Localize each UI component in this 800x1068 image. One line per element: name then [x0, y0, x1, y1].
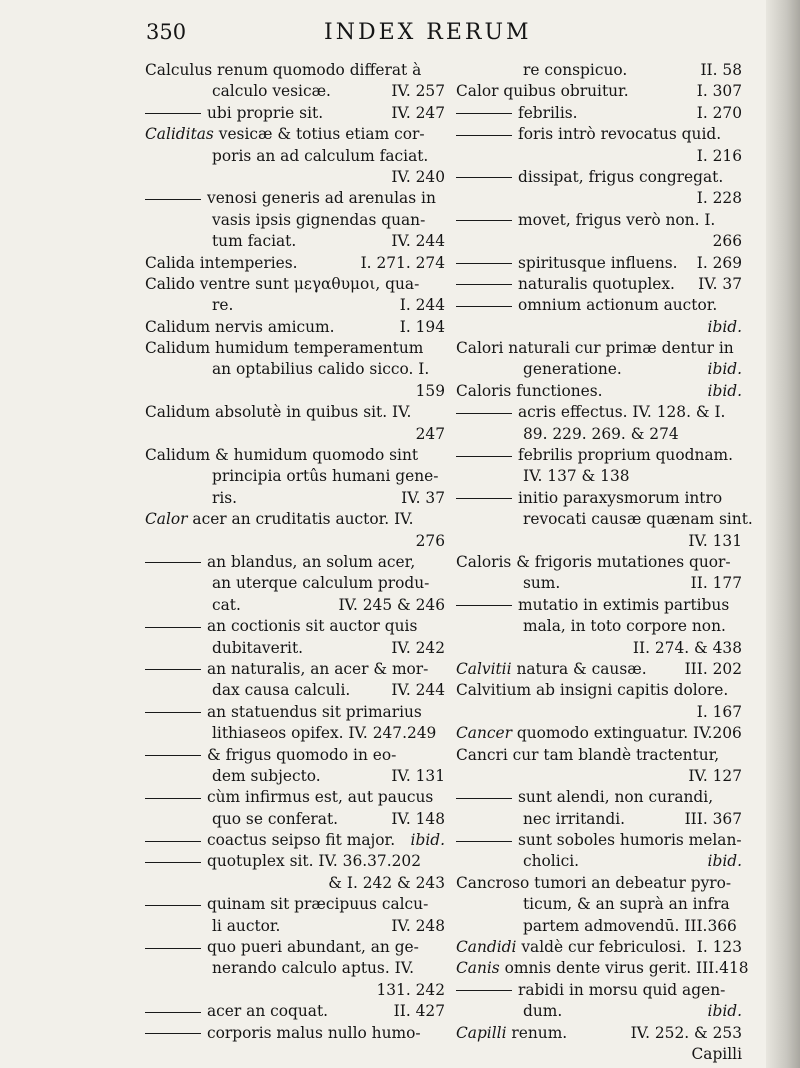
ibid-reference: ibid. — [707, 360, 742, 379]
index-text: Calido ventre sunt μεγαθυμοι, qua- — [145, 274, 420, 293]
index-text: acer an cruditatis auctor. IV. — [192, 510, 414, 529]
page-reference: IV. 131 — [688, 531, 742, 550]
index-text: an naturalis, an acer & mor- — [207, 659, 429, 678]
index-text: Calidum absolutè in quibus sit. IV. — [145, 403, 412, 422]
index-line — [456, 980, 742, 1001]
index-text: sum. — [523, 574, 561, 593]
page-reference: Capilli — [691, 1044, 742, 1063]
page-reference: IV. 257 — [391, 82, 445, 101]
index-text: omnium actionum auctor. — [518, 296, 718, 315]
index-text: Calculus renum quomodo differat à — [145, 61, 422, 79]
index-line — [145, 466, 445, 487]
page-reference: IV. 242 — [391, 638, 445, 657]
index-text: Calvitium ab insigni capitis dolore. — [456, 681, 729, 700]
page-reference: III. 367 — [684, 809, 742, 828]
index-text: an coctionis sit auctor quis — [207, 617, 418, 636]
index-line — [456, 1044, 742, 1065]
index-text: dum. — [523, 1002, 563, 1021]
index-text: 89. 229. 269. & 274 — [523, 424, 679, 443]
index-line — [145, 103, 445, 124]
repeat-dash — [145, 798, 201, 799]
repeat-dash — [145, 862, 201, 863]
index-line — [456, 60, 742, 81]
ibid-reference: ibid. — [707, 1002, 742, 1021]
repeat-dash — [456, 456, 512, 457]
index-text: sunt soboles humoris melan- — [518, 831, 742, 850]
page-reference: IV. 252. & 253 — [630, 1023, 742, 1042]
index-line — [456, 531, 742, 552]
page-reference: IV. 245 & 246 — [338, 595, 445, 614]
index-line — [145, 766, 445, 787]
repeat-dash — [456, 413, 512, 414]
index-line — [145, 445, 445, 466]
page-reference: IV. 37 — [698, 274, 742, 293]
repeat-dash — [145, 841, 201, 842]
repeat-dash — [145, 669, 201, 670]
index-line — [145, 723, 445, 744]
index-line — [145, 424, 445, 445]
page-reference: 276 — [415, 531, 445, 550]
index-line — [456, 616, 742, 637]
index-line — [145, 359, 445, 380]
ibid-reference: ibid. — [410, 831, 445, 850]
index-line — [145, 894, 445, 915]
index-text: an statuendus sit primarius — [207, 702, 422, 721]
index-text: rabidi in morsu quid agen- — [518, 980, 726, 999]
index-line — [145, 552, 445, 573]
repeat-dash — [456, 263, 512, 264]
book-gutter-shadow — [766, 0, 800, 1068]
repeat-dash — [456, 605, 512, 606]
index-line — [145, 146, 445, 167]
index-line — [145, 167, 445, 188]
repeat-dash — [145, 905, 201, 906]
repeat-dash — [456, 113, 512, 114]
index-line — [145, 745, 445, 766]
index-text: nerando calculo aptus. IV. — [212, 959, 415, 978]
page-reference: IV. 244 — [391, 232, 445, 251]
index-line — [145, 851, 445, 872]
index-text: cholici. — [523, 852, 580, 871]
index-term: Canis — [456, 959, 500, 978]
index-line — [456, 188, 742, 209]
repeat-dash — [145, 712, 201, 713]
ibid-reference: ibid. — [707, 381, 742, 400]
index-text: foris intrò revocatus quid. — [518, 125, 722, 144]
page-reference: I. 270 — [696, 103, 742, 122]
index-text: lithiaseos opifex. IV. 247.249 — [212, 724, 437, 743]
repeat-dash — [456, 284, 512, 285]
index-line — [456, 509, 753, 530]
index-term: Capilli — [456, 1023, 507, 1042]
repeat-dash — [145, 627, 201, 628]
index-line — [456, 445, 742, 466]
index-text: Calida intemperies. — [145, 253, 298, 272]
index-text: Caloris & frigoris mutationes quor- — [456, 552, 731, 571]
index-line — [456, 1023, 742, 1044]
index-line — [145, 381, 445, 402]
index-line — [145, 595, 445, 616]
index-line — [145, 402, 445, 423]
repeat-dash — [456, 841, 512, 842]
index-text: cùm infirmus est, aut paucus — [207, 788, 434, 807]
index-line — [456, 253, 742, 274]
index-line — [145, 60, 445, 81]
index-line — [456, 702, 742, 723]
index-term: Calor — [145, 510, 188, 529]
index-text: coactus seipso fit major. — [207, 831, 396, 850]
index-text: spiritusque influens. — [518, 253, 678, 272]
page-reference: I. 167 — [696, 702, 742, 721]
page-reference: I. 271. 274 — [360, 253, 445, 272]
index-line — [145, 338, 445, 359]
index-line — [145, 809, 445, 830]
index-text: mala, in toto corpore non. — [523, 617, 726, 636]
index-text: initio paraxysmorum intro — [518, 488, 723, 507]
repeat-dash — [456, 990, 512, 991]
index-text: cat. — [212, 595, 241, 614]
index-line — [456, 958, 749, 979]
index-term: Caliditas — [145, 125, 214, 144]
index-line — [456, 809, 742, 830]
page-reference: II. 177 — [690, 574, 742, 593]
page-reference: 266 — [712, 232, 742, 251]
repeat-dash — [456, 135, 512, 136]
index-text: ubi proprie sit. — [207, 103, 324, 122]
index-text: an optabilius calido sicco. I. — [212, 360, 430, 379]
index-line — [456, 916, 742, 937]
index-line — [456, 638, 742, 659]
index-text: corporis malus nullo humo- — [207, 1023, 421, 1042]
page-number: 350 — [146, 20, 187, 44]
repeat-dash — [145, 755, 201, 756]
repeat-dash — [145, 113, 201, 114]
index-line — [456, 595, 742, 616]
index-text: quo se conferat. — [212, 809, 339, 828]
index-text: febrilis. — [518, 103, 578, 122]
index-line — [456, 231, 742, 252]
index-text: partem admovendū. III.366 — [523, 916, 737, 935]
index-text: sunt alendi, non curandi, — [518, 788, 714, 807]
index-text: dissipat, frigus congregat. — [518, 167, 724, 186]
index-text: omnis dente virus gerit. III.418 — [504, 959, 749, 978]
index-line — [145, 659, 445, 680]
index-text: calculo vesicæ. — [212, 82, 331, 101]
index-text: dax causa calculi. — [212, 681, 351, 700]
index-line — [145, 638, 445, 659]
page-reference: II. 427 — [393, 1002, 445, 1021]
index-line — [456, 402, 742, 423]
index-text: renum. — [511, 1023, 568, 1042]
index-line — [456, 851, 742, 872]
index-line — [456, 124, 742, 145]
page-reference: II. 58 — [700, 61, 742, 79]
index-text: poris an ad calculum faciat. — [212, 146, 429, 165]
index-column-left — [145, 60, 445, 1044]
index-text: nec irritandi. — [523, 809, 626, 828]
index-text: tum faciat. — [212, 232, 297, 251]
index-line — [145, 958, 445, 979]
running-title: INDEX RERUM — [324, 20, 532, 45]
index-line — [145, 787, 445, 808]
index-text: acris effectus. IV. 128. & I. — [518, 403, 726, 422]
index-line — [145, 873, 445, 894]
page-reference: I. 216 — [696, 146, 742, 165]
index-text: venosi generis ad arenulas in — [207, 189, 436, 208]
index-line — [456, 552, 742, 573]
index-text: dubitaverit. — [212, 638, 304, 657]
index-text: generatione. — [523, 360, 622, 379]
index-line — [145, 274, 445, 295]
index-text: vasis ipsis gignendas quan- — [212, 210, 426, 229]
index-text: acer an coquat. — [207, 1002, 329, 1021]
index-text: IV. 137 & 138 — [523, 467, 630, 486]
repeat-dash — [145, 948, 201, 949]
repeat-dash — [456, 498, 512, 499]
index-line — [456, 338, 742, 359]
page-reference: & I. 242 & 243 — [328, 873, 445, 892]
index-text: febrilis proprium quodnam. — [518, 446, 734, 465]
page-reference: I. 194 — [399, 317, 445, 336]
repeat-dash — [456, 177, 512, 178]
index-line — [456, 295, 742, 316]
index-line — [456, 766, 742, 787]
index-line — [145, 317, 445, 338]
index-line — [145, 188, 445, 209]
index-line — [456, 466, 742, 487]
page-reference: IV. 248 — [391, 916, 445, 935]
index-line — [456, 424, 742, 445]
index-line — [456, 830, 742, 851]
ibid-reference: ibid. — [707, 852, 742, 871]
index-term: Candidi — [456, 938, 517, 957]
page-reference: I. 123 — [696, 938, 742, 957]
index-text: an blandus, an solum acer, — [207, 552, 416, 571]
index-text: ris. — [212, 488, 238, 507]
index-line — [456, 659, 742, 680]
page-reference: IV. 244 — [391, 681, 445, 700]
index-text: Calor quibus obruitur. — [456, 82, 629, 101]
index-text: movet, frigus verò non. I. — [518, 210, 716, 229]
index-text: an uterque calculum produ- — [212, 574, 430, 593]
index-line — [145, 81, 445, 102]
page-reference: II. 274. & 438 — [632, 638, 742, 657]
index-text: principia ortûs humani gene- — [212, 467, 439, 486]
index-text: ticum, & an suprà an infra — [523, 895, 730, 914]
index-line — [145, 616, 445, 637]
index-text: quotuplex sit. IV. 36.37.202 — [207, 852, 421, 871]
page-reference: IV. 247 — [391, 103, 445, 122]
index-text: quinam sit præcipuus calcu- — [207, 895, 429, 914]
page-reference: 159 — [415, 381, 445, 400]
index-line — [456, 894, 742, 915]
index-text: Calidum humidum temperamentum — [145, 339, 424, 358]
repeat-dash — [145, 562, 201, 563]
index-text: re conspicuo. — [523, 61, 628, 79]
index-text: quo pueri abundant, an ge- — [207, 938, 419, 957]
index-text: Calidum & humidum quomodo sint — [145, 446, 419, 465]
index-line — [456, 937, 742, 958]
index-line — [145, 231, 445, 252]
index-text: re. — [212, 296, 234, 315]
index-term: Cancer — [456, 724, 512, 743]
index-text: dem subjecto. — [212, 766, 321, 785]
page-reference: IV. 37 — [401, 488, 445, 507]
index-line — [145, 916, 445, 937]
index-text: Calidum nervis amicum. — [145, 317, 335, 336]
repeat-dash — [145, 1033, 201, 1034]
index-line — [456, 274, 742, 295]
index-line — [145, 1001, 445, 1022]
page-reference: III. 202 — [684, 659, 742, 678]
index-line — [456, 745, 742, 766]
index-line — [145, 980, 445, 1001]
index-text: li auctor. — [212, 916, 281, 935]
index-line — [145, 937, 445, 958]
index-line — [456, 787, 742, 808]
index-text: quomodo extinguatur. IV.206 — [516, 724, 742, 743]
index-line — [456, 210, 742, 231]
index-line — [145, 488, 445, 509]
index-line — [456, 146, 742, 167]
page-reference: 131. 242 — [376, 980, 445, 999]
repeat-dash — [145, 1012, 201, 1013]
page-header — [0, 20, 800, 50]
index-term: Calvitii — [456, 659, 512, 678]
index-line — [456, 680, 742, 701]
index-line — [456, 81, 742, 102]
page-reference: I. 269 — [696, 253, 742, 272]
index-text: revocati causæ quænam sint. — [523, 510, 753, 529]
page-reference: I. 244 — [399, 296, 445, 315]
index-text: Caloris functiones. — [456, 381, 603, 400]
page-reference: I. 307 — [696, 82, 742, 101]
index-line — [145, 124, 445, 145]
index-line — [456, 488, 742, 509]
index-text: Calori naturali cur primæ dentur in — [456, 339, 734, 358]
page-reference: IV. 240 — [391, 167, 445, 186]
index-line — [145, 573, 445, 594]
ibid-reference: ibid. — [707, 317, 742, 336]
index-text: valdè cur febriculosi. — [521, 938, 687, 957]
repeat-dash — [456, 306, 512, 307]
index-text: & frigus quomodo in eo- — [207, 745, 397, 764]
repeat-dash — [456, 798, 512, 799]
index-column-right — [456, 60, 753, 1065]
index-line — [456, 167, 742, 188]
index-line — [456, 873, 742, 894]
index-line — [145, 830, 445, 851]
page-reference: IV. 148 — [391, 809, 445, 828]
index-text: mutatio in extimis partibus — [518, 595, 730, 614]
page-reference: IV. 131 — [391, 766, 445, 785]
repeat-dash — [145, 199, 201, 200]
repeat-dash — [456, 220, 512, 221]
index-line — [145, 210, 445, 231]
index-text: naturalis quotuplex. — [518, 274, 675, 293]
index-line — [145, 509, 445, 530]
page-reference: 247 — [415, 424, 445, 443]
index-text: Cancroso tumori an debeatur pyro- — [456, 873, 732, 892]
page-reference: I. 228 — [696, 189, 742, 208]
index-line — [456, 723, 742, 744]
index-text: natura & causæ. — [516, 659, 647, 678]
index-line — [145, 531, 445, 552]
index-line — [456, 317, 742, 338]
page-reference: IV. 127 — [688, 766, 742, 785]
index-text: vesicæ & totius etiam cor- — [218, 125, 425, 144]
index-line — [456, 573, 742, 594]
index-line — [456, 359, 742, 380]
index-text: Cancri cur tam blandè tractentur, — [456, 745, 720, 764]
index-line — [145, 295, 445, 316]
index-line — [145, 253, 445, 274]
index-line — [456, 381, 742, 402]
index-line — [456, 103, 742, 124]
index-line — [145, 680, 445, 701]
index-line — [456, 1001, 742, 1022]
index-line — [145, 1023, 445, 1044]
index-line — [145, 702, 445, 723]
